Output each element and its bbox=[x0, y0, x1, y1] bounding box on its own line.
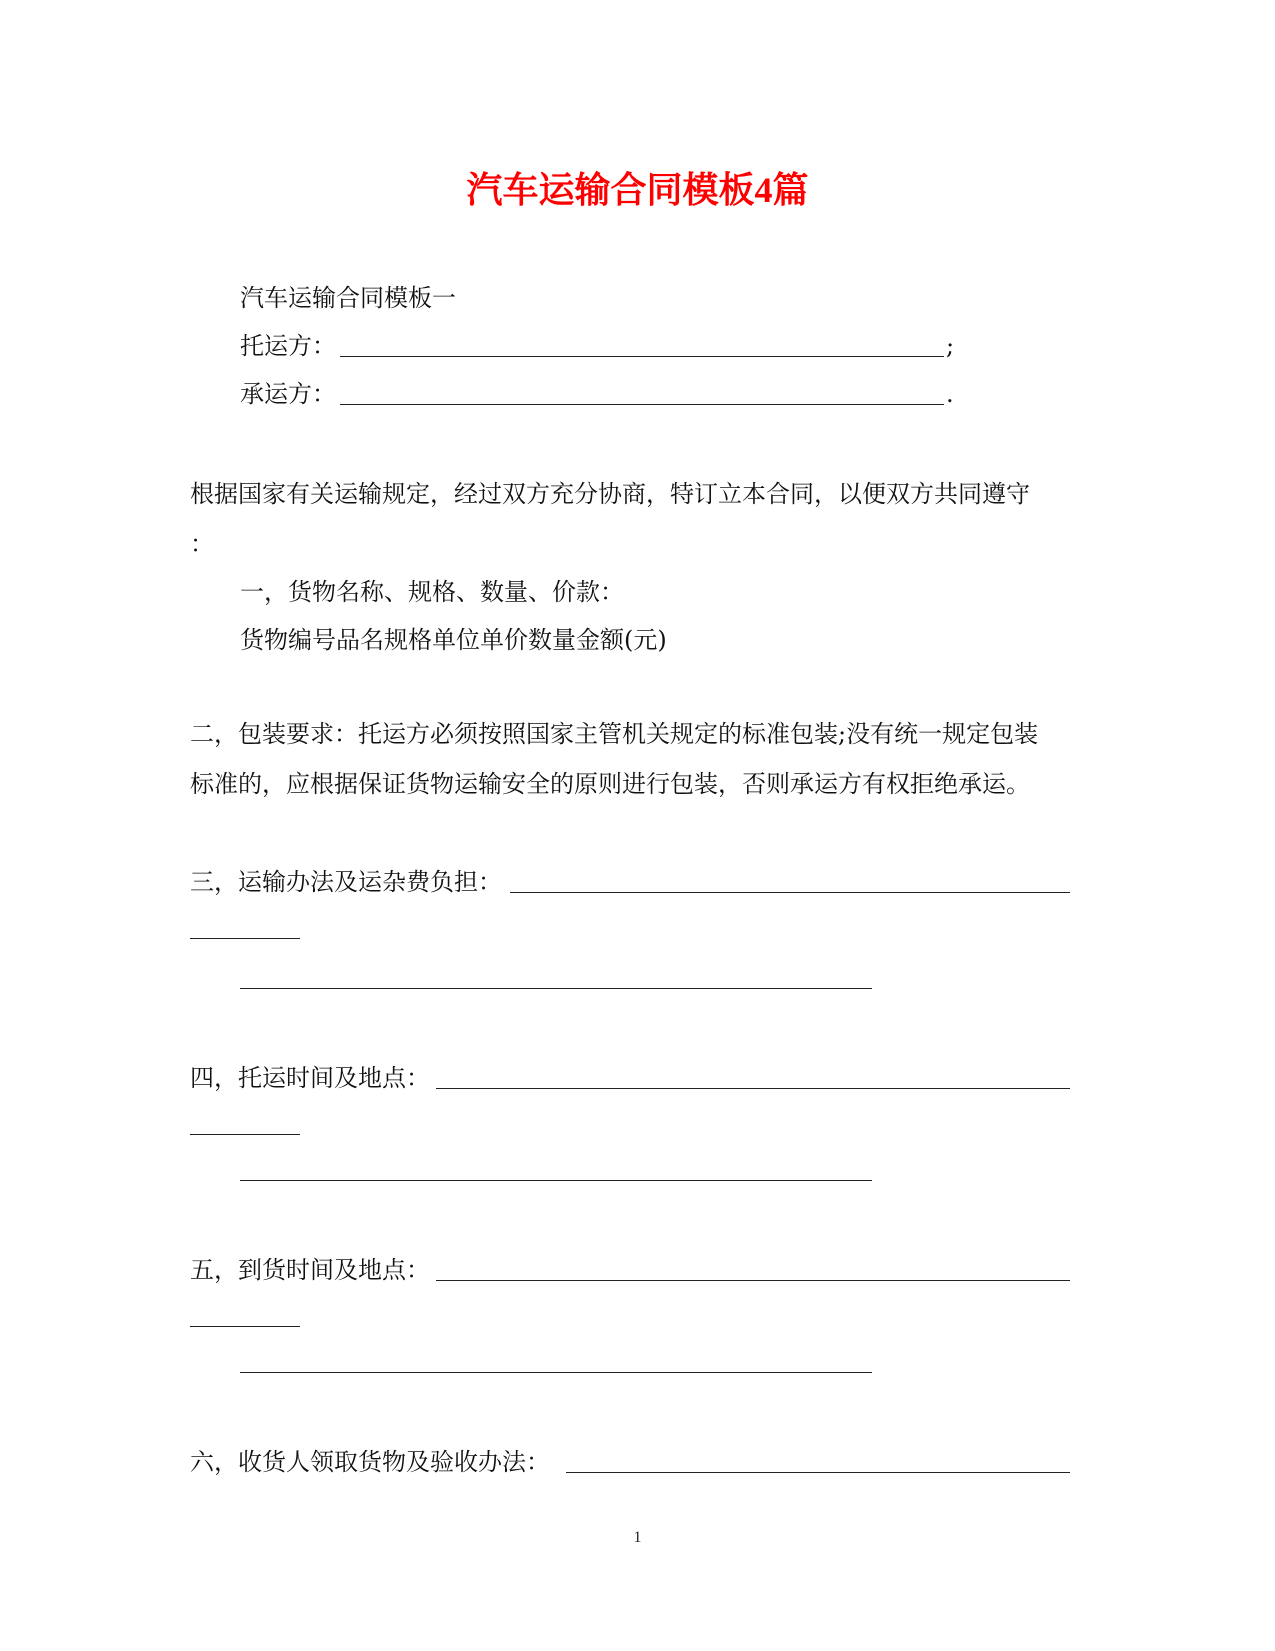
document-title: 汽车运输合同模板4篇 bbox=[466, 170, 809, 210]
item-5-heading: 五，到货时间及地点： bbox=[190, 1256, 430, 1284]
item-3-blank-1 bbox=[510, 892, 1070, 893]
item-4-blank-2 bbox=[190, 1134, 300, 1135]
item-5-blank-1 bbox=[436, 1280, 1070, 1281]
preamble-colon: ： bbox=[190, 530, 214, 558]
carrier-end-mark: . bbox=[946, 380, 954, 408]
shipper-end-mark: ; bbox=[946, 332, 955, 360]
page-number: 1 bbox=[633, 1529, 642, 1546]
item-4-blank-1 bbox=[436, 1088, 1070, 1089]
item-4-blank-3 bbox=[240, 1180, 872, 1181]
item-5-blank-2 bbox=[190, 1326, 300, 1327]
item-3-blank-3 bbox=[240, 988, 872, 989]
item-1-heading: 一，货物名称、规格、数量、价款： bbox=[240, 578, 624, 606]
item-6-heading: 六，收货人领取货物及验收办法： bbox=[190, 1448, 550, 1476]
item-2-line-1: 二，包装要求：托运方必须按照国家主管机关规定的标准包装;没有统一规定包装 bbox=[190, 720, 1039, 748]
item-6-blank-1 bbox=[566, 1472, 1070, 1473]
item-2-line-2: 标准的，应根据保证货物运输安全的原则进行包装，否则承运方有权拒绝承运。 bbox=[190, 770, 1030, 798]
item-1-columns: 货物编号品名规格单位单价数量金额(元) bbox=[240, 626, 667, 654]
preamble-text: 根据国家有关运输规定，经过双方充分协商，特订立本合同，以便双方共同遵守 bbox=[190, 480, 1030, 508]
item-5-blank-3 bbox=[240, 1372, 872, 1373]
item-3-blank-2 bbox=[190, 938, 300, 939]
carrier-label: 承运方： bbox=[240, 380, 336, 408]
section-title: 汽车运输合同模板一 bbox=[240, 284, 456, 312]
carrier-blank bbox=[340, 404, 944, 405]
shipper-blank bbox=[340, 356, 944, 357]
shipper-label: 托运方： bbox=[240, 332, 336, 360]
item-3-heading: 三，运输办法及运杂费负担： bbox=[190, 868, 502, 896]
item-4-heading: 四，托运时间及地点： bbox=[190, 1064, 430, 1092]
